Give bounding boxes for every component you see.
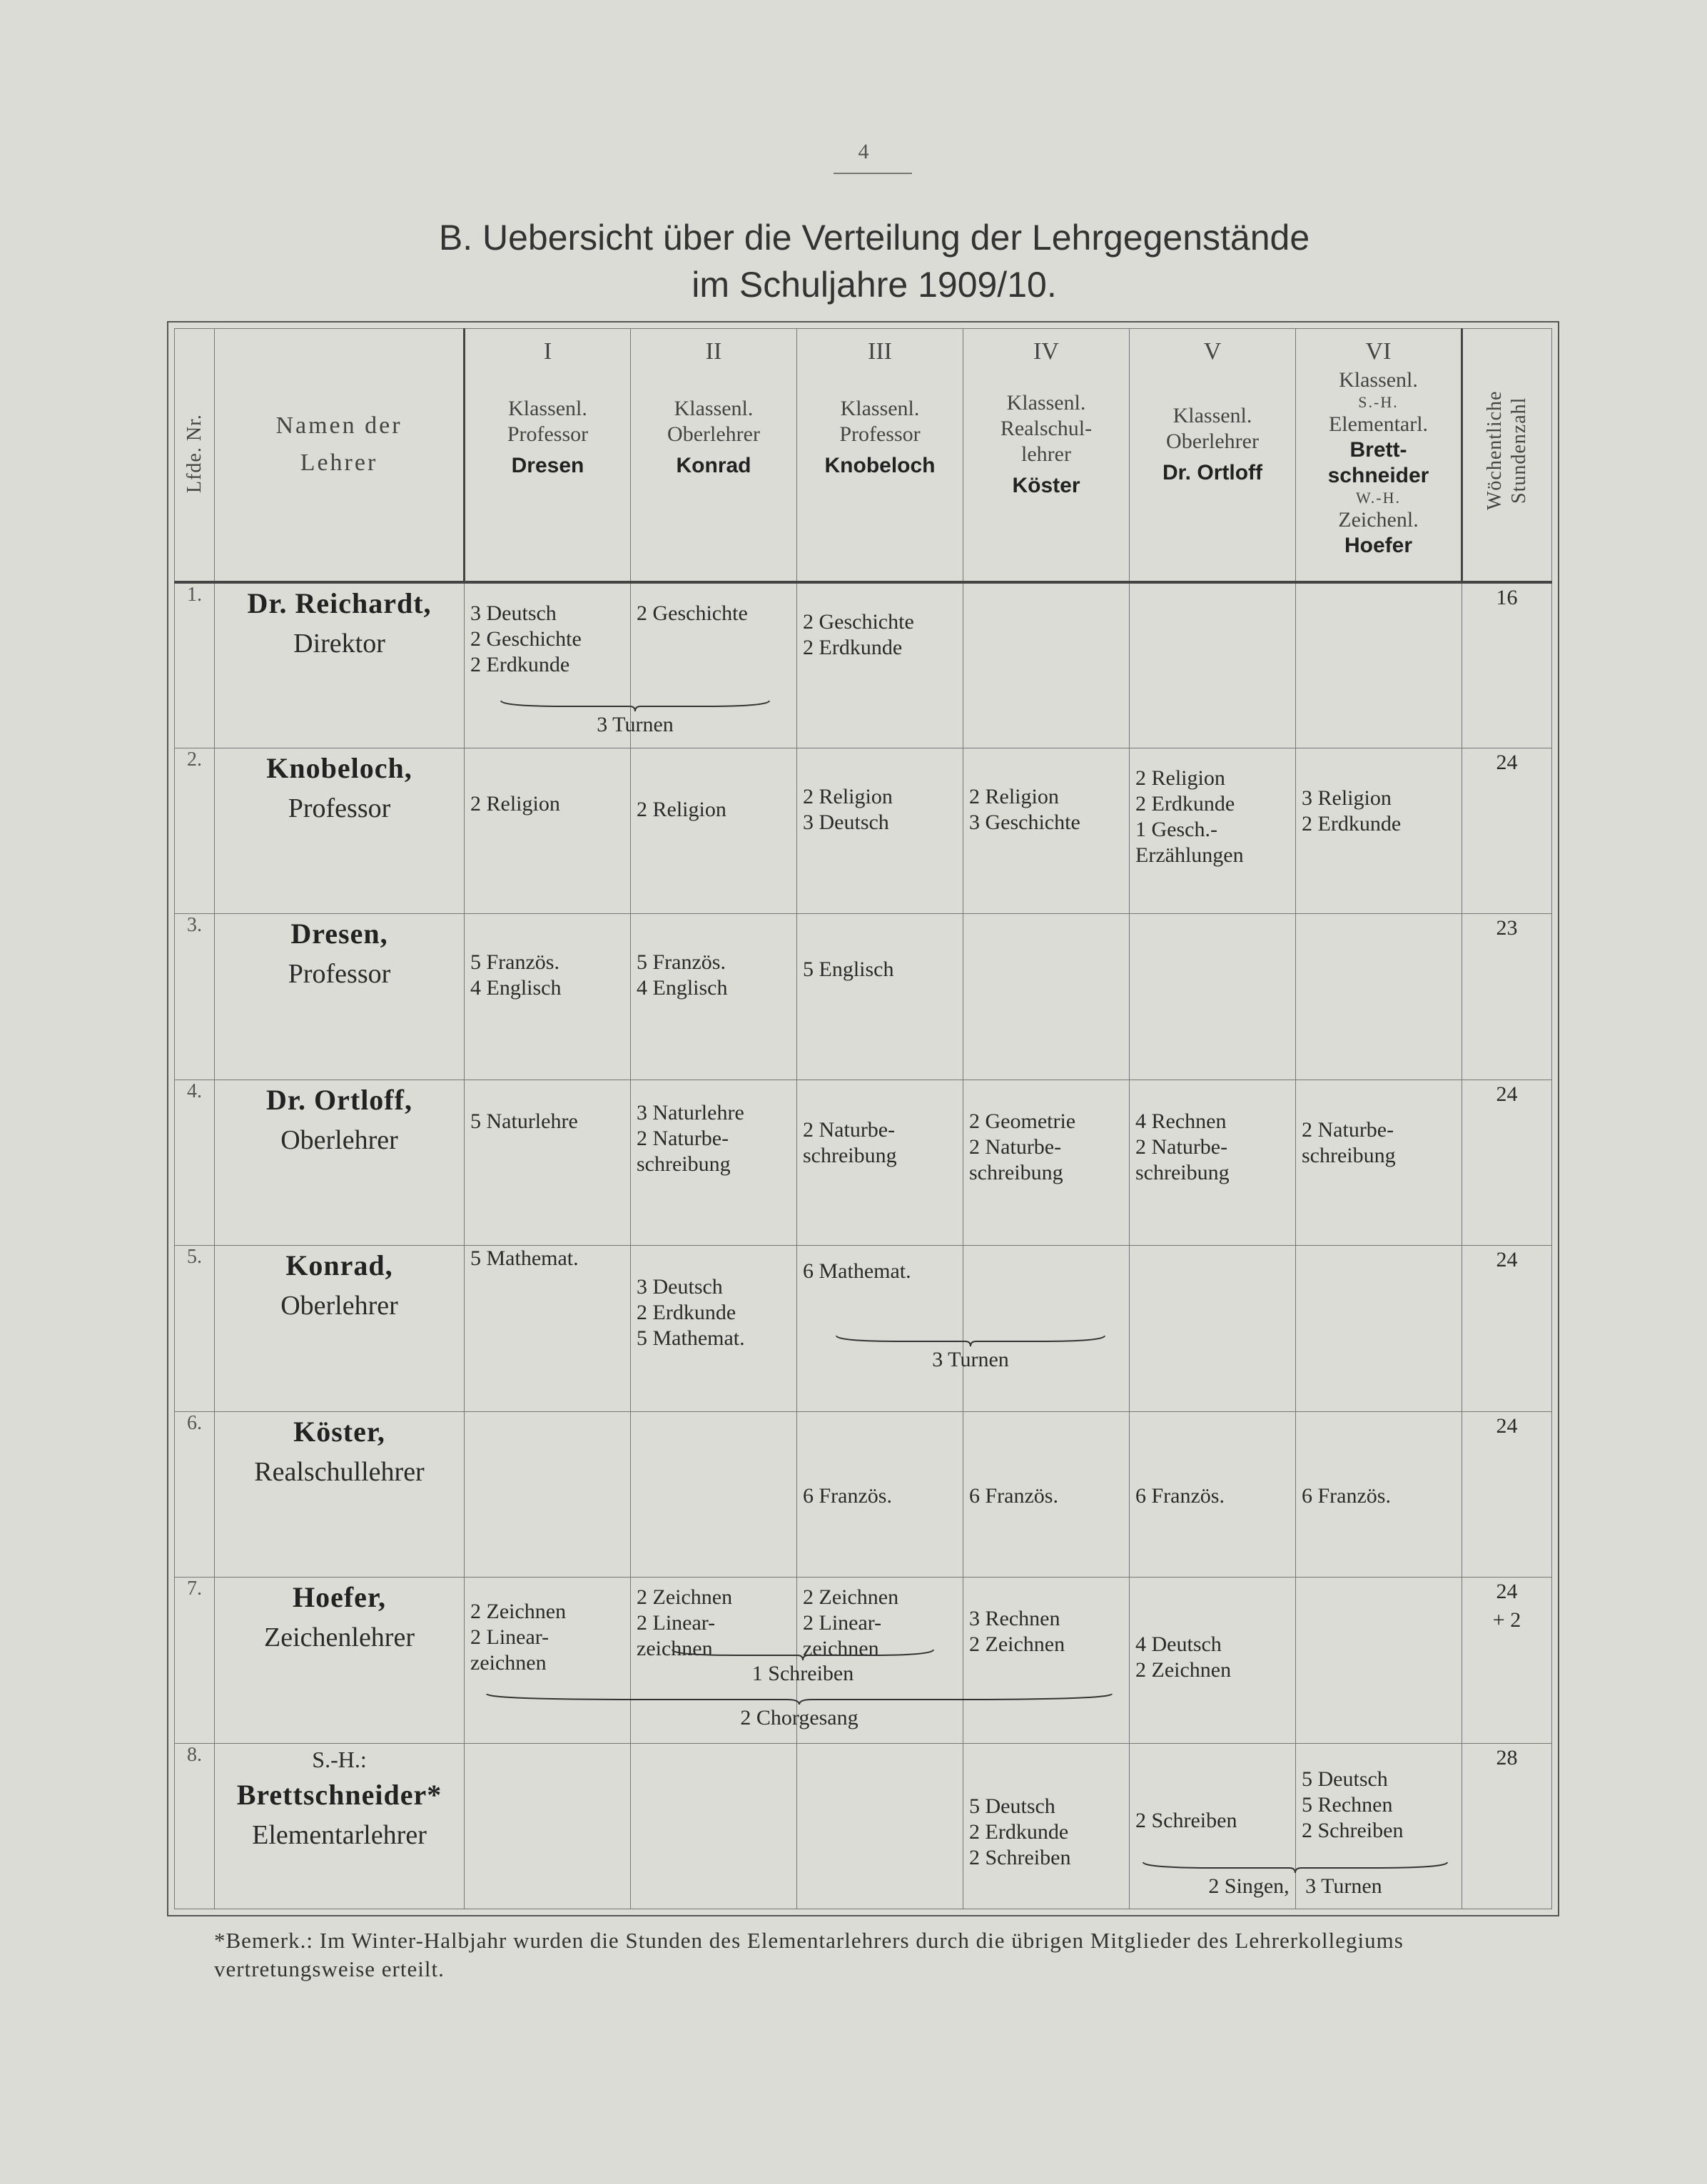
subject-line: 2 Naturbe- xyxy=(1135,1134,1228,1159)
teacher-name: Köster, xyxy=(293,1415,385,1448)
header-class-iii xyxy=(797,329,963,582)
row-number-text: 3. xyxy=(187,914,202,936)
subject-line: 6 Französ. xyxy=(803,1483,892,1508)
teacher-name: Knobeloch, xyxy=(266,751,412,784)
subject-line: 6 Französ. xyxy=(1302,1483,1391,1508)
teacher-name: Hoefer, xyxy=(292,1581,387,1613)
row-number-text: 6. xyxy=(187,1411,202,1434)
subject-line: 5 Deutsch xyxy=(1302,1767,1388,1791)
subject-line: 2 Zeichnen xyxy=(1135,1658,1232,1682)
teacher-cell xyxy=(215,914,465,1080)
subject-cell xyxy=(963,1411,1130,1578)
subject-line: 2 Schreiben xyxy=(1302,1818,1404,1842)
subject-line: 4 Englisch xyxy=(470,976,562,1000)
subject-line: 2 Religion xyxy=(969,784,1059,808)
teacher-cell xyxy=(215,1578,465,1744)
subject-line: 2 Schreiben xyxy=(1135,1808,1237,1832)
table-row xyxy=(175,748,1552,914)
teacher-name: Dr. Reichardt, xyxy=(247,586,432,619)
subject-cell xyxy=(1130,748,1296,914)
subject-line: 2 Erdkunde xyxy=(803,635,903,659)
subject-cell xyxy=(963,1080,1130,1246)
subject-line: 2 Religion xyxy=(637,797,726,821)
teacher-role: Elementarlehrer xyxy=(252,1819,427,1850)
row-number xyxy=(175,914,215,1080)
hours-value: 24 xyxy=(1496,1248,1518,1271)
class-v-line1: Klassenl. xyxy=(1172,404,1252,427)
subject-line: 3 Religion xyxy=(1302,786,1392,810)
teacher-role: Professor xyxy=(288,793,391,823)
teacher-role: Realschullehrer xyxy=(254,1456,425,1487)
subject-cell xyxy=(1130,1080,1296,1246)
hours-value: 24 xyxy=(1496,750,1518,774)
class-iv-line2: Realschul- xyxy=(1000,417,1093,440)
teacher-name: Dr. Ortloff, xyxy=(266,1083,412,1116)
brace-mark xyxy=(485,1692,1113,1705)
row-number xyxy=(175,582,215,748)
subject-cell xyxy=(1130,1411,1296,1578)
class-vi-teacher2: Hoefer xyxy=(1344,534,1413,557)
subject-cell xyxy=(963,914,1130,1080)
row-number-text: 8. xyxy=(187,1743,202,1766)
hours-cell xyxy=(1462,1743,1552,1909)
subject-line: zeichnen xyxy=(470,1651,547,1675)
subject-cell xyxy=(465,748,631,914)
subject-line: 3 Deutsch xyxy=(470,601,557,625)
class-vi-roman: VI xyxy=(1365,338,1392,365)
table-row xyxy=(175,1080,1552,1246)
subject-line: 5 Rechnen xyxy=(1302,1792,1393,1817)
brace-mark xyxy=(835,1334,1106,1347)
span-singen-turnen-row8 xyxy=(1142,1861,1449,1899)
teacher-role: Direktor xyxy=(293,628,385,659)
subject-line: schreibung xyxy=(1302,1143,1396,1167)
class-ii-teacher: Konrad xyxy=(676,454,751,477)
hours-value: 28 xyxy=(1496,1745,1518,1769)
class-iv-roman: IV xyxy=(1033,338,1059,365)
subject-line: 2 Zeichnen xyxy=(637,1585,733,1609)
class-ii-line2: Oberlehrer xyxy=(667,422,760,446)
hours-value: 24 xyxy=(1496,1082,1518,1106)
brace-mark xyxy=(671,1648,935,1661)
subject-cell xyxy=(1130,582,1296,748)
table-row xyxy=(175,1246,1552,1412)
header-lfde-nr: Lfde. Nr. xyxy=(175,329,215,582)
subject-cell xyxy=(963,1246,1130,1412)
subject-line: 6 Französ. xyxy=(969,1483,1058,1508)
class-i-line2: Professor xyxy=(507,422,589,446)
class-vi-teacher-line1: Brett- xyxy=(1349,438,1407,462)
span-chorgesang-row7 xyxy=(485,1692,1113,1731)
row-number-text: 1. xyxy=(187,583,202,606)
subject-line: 2 Naturbe- xyxy=(1302,1117,1394,1142)
row-number-text: 7. xyxy=(187,1578,202,1600)
hours-value: 24 xyxy=(1496,1580,1518,1603)
subject-cell xyxy=(631,748,797,914)
hours-value: 24 xyxy=(1496,1413,1518,1438)
teacher-cell xyxy=(215,1080,465,1246)
subject-cell xyxy=(963,748,1130,914)
subject-line: 3 Deutsch xyxy=(637,1275,723,1299)
subject-cell xyxy=(1296,582,1462,748)
subject-cell xyxy=(465,1080,631,1246)
subject-line: 5 Mathemat. xyxy=(637,1326,745,1350)
span-label: 2 Singen, 3 Turnen xyxy=(1208,1874,1382,1898)
subject-line: 6 Mathemat. xyxy=(803,1259,911,1283)
class-iii-roman: III xyxy=(868,338,892,365)
row-number-text: 5. xyxy=(187,1246,202,1268)
subject-cell xyxy=(1296,1080,1462,1246)
subject-line: 2 Religion xyxy=(803,784,893,808)
teacher-cell xyxy=(215,748,465,914)
subject-line: Erzählungen xyxy=(1135,843,1244,867)
teacher-role: Zeichenlehrer xyxy=(264,1622,415,1652)
subject-cell xyxy=(465,1246,631,1412)
subject-line: 2 Linear- xyxy=(803,1611,882,1635)
subject-line: 4 Deutsch xyxy=(1135,1632,1222,1656)
teacher-role: Oberlehrer xyxy=(280,1124,398,1155)
subject-line: 5 Französ. xyxy=(637,950,726,974)
subject-line: 2 Religion xyxy=(1135,766,1225,790)
subject-cell xyxy=(1296,1246,1462,1412)
title-line-1: B. Uebersicht über die Verteilung der Lehrgegenstände xyxy=(438,218,1310,258)
class-iv-line3: lehrer xyxy=(1021,442,1071,466)
subject-line: 4 Englisch xyxy=(637,976,728,1000)
subject-line: 5 Naturlehre xyxy=(470,1109,578,1133)
table-row xyxy=(175,1411,1552,1578)
teacher-cell xyxy=(215,1246,465,1412)
hours-cell xyxy=(1462,1080,1552,1246)
class-vi-line1: Klassenl. xyxy=(1339,368,1418,392)
subject-cell xyxy=(631,1080,797,1246)
subject-line: 2 Zeichnen xyxy=(470,1600,567,1623)
subject-line: 2 Erdkunde xyxy=(637,1301,736,1324)
class-vi-extra2: Zeichenl. xyxy=(1338,508,1419,532)
hours-cell xyxy=(1462,914,1552,1080)
subject-cell xyxy=(1296,748,1462,914)
table-row xyxy=(175,582,1552,748)
subject-line: zeichnen xyxy=(803,1637,879,1660)
hours-value: 16 xyxy=(1496,585,1518,609)
subject-cell xyxy=(465,1411,631,1578)
subject-cell xyxy=(963,582,1130,748)
subject-line: 2 Religion xyxy=(470,791,560,816)
header-class-vi xyxy=(1296,329,1462,582)
class-ii-line1: Klassenl. xyxy=(674,397,754,420)
subject-cell xyxy=(1130,1246,1296,1412)
subject-line: 2 Naturbe- xyxy=(637,1126,729,1150)
subject-line: 2 Erdkunde xyxy=(470,652,570,676)
page-number-rule xyxy=(834,173,912,174)
subject-cell xyxy=(1130,1578,1296,1744)
subject-line: 3 Deutsch xyxy=(803,810,889,834)
hours-cell xyxy=(1462,1411,1552,1578)
subject-line: 2 Erdkunde xyxy=(969,1819,1069,1844)
subject-line: 2 Zeichnen xyxy=(969,1632,1065,1656)
subject-line: 2 Geschichte xyxy=(470,626,582,651)
subject-line: 5 Deutsch xyxy=(969,1794,1055,1818)
subject-cell xyxy=(631,914,797,1080)
row-number-text: 2. xyxy=(187,748,202,771)
subject-line: zeichnen xyxy=(637,1637,713,1660)
subject-cell xyxy=(797,1080,963,1246)
teacher-name: Brettschneider* xyxy=(236,1778,442,1811)
subject-line: 3 Naturlehre xyxy=(637,1100,744,1124)
brace-mark xyxy=(500,699,771,712)
hours-cell xyxy=(1462,1246,1552,1412)
row-number xyxy=(175,1246,215,1412)
span-label: 2 Chorgesang xyxy=(740,1706,858,1730)
subject-cell xyxy=(631,1411,797,1578)
header-class-i xyxy=(465,329,631,582)
subject-cell xyxy=(465,1743,631,1909)
page-number: 4 xyxy=(858,140,869,163)
subject-line: 3 Rechnen xyxy=(969,1607,1060,1630)
class-iii-line1: Klassenl. xyxy=(840,397,920,420)
hours-extra: + 2 xyxy=(1492,1608,1521,1632)
class-i-roman: I xyxy=(543,338,552,365)
teacher-role: Oberlehrer xyxy=(280,1291,398,1321)
span-label: 3 Turnen xyxy=(597,713,674,736)
subject-cell xyxy=(797,1743,963,1909)
teacher-cell xyxy=(215,1411,465,1578)
span-label: 3 Turnen xyxy=(932,1348,1009,1371)
title-line-2: im Schuljahre 1909/10. xyxy=(692,265,1057,305)
class-iii-teacher: Knobeloch xyxy=(824,454,936,477)
subject-cell xyxy=(1296,1578,1462,1744)
row-number-text: 4. xyxy=(187,1080,202,1102)
table-row xyxy=(175,914,1552,1080)
teacher-name: Dresen, xyxy=(290,918,388,950)
subject-line: schreibung xyxy=(1135,1160,1230,1184)
subject-cell xyxy=(631,1246,797,1412)
subject-line: 3 Geschichte xyxy=(969,810,1080,834)
subject-line: 2 Zeichnen xyxy=(803,1585,899,1609)
class-vi-line3: Elementarl. xyxy=(1328,412,1429,436)
subject-cell xyxy=(465,914,631,1080)
row-number xyxy=(175,1411,215,1578)
class-v-line2: Oberlehrer xyxy=(1166,430,1259,453)
class-vi-teacher-line2: schneider xyxy=(1327,464,1429,487)
subject-line: 5 Englisch xyxy=(803,958,894,981)
subject-cell xyxy=(797,914,963,1080)
span-turnen-row1 xyxy=(500,699,771,738)
subject-cell xyxy=(963,1743,1130,1909)
teacher-cell xyxy=(215,582,465,748)
class-i-line1: Klassenl. xyxy=(508,397,587,420)
subject-line: 2 Erdkunde xyxy=(1135,791,1235,816)
class-iv-teacher: Köster xyxy=(1012,474,1080,497)
header-hours-line1: Wöchentliche xyxy=(1484,390,1506,510)
class-i-teacher: Dresen xyxy=(511,454,584,477)
row-number xyxy=(175,1578,215,1744)
class-vi-line2: S.-H. xyxy=(1358,393,1399,411)
brace-mark xyxy=(1142,1861,1449,1874)
subject-line: 5 Mathemat. xyxy=(470,1246,579,1270)
subject-line: 2 Geschichte xyxy=(637,601,748,625)
span-schreiben-row7 xyxy=(671,1648,935,1687)
subject-cell xyxy=(1296,1411,1462,1578)
subject-line: 2 Naturbe- xyxy=(969,1134,1062,1159)
class-v-roman: V xyxy=(1203,338,1222,365)
subject-line: 5 Französ. xyxy=(470,950,559,974)
hours-value: 23 xyxy=(1496,916,1518,940)
subject-line: 2 Erdkunde xyxy=(1302,811,1402,835)
row-number xyxy=(175,748,215,914)
subject-cell xyxy=(797,582,963,748)
subject-line: 4 Rechnen xyxy=(1135,1109,1227,1133)
teacher-name: Konrad, xyxy=(285,1249,393,1281)
subject-line: 2 Linear- xyxy=(637,1611,716,1635)
row-number xyxy=(175,1080,215,1246)
subject-cell xyxy=(631,1743,797,1909)
page-title xyxy=(214,214,1534,308)
header-teachers-line2: Lehrer xyxy=(300,450,378,476)
subject-line: schreibung xyxy=(969,1160,1063,1184)
subject-cell xyxy=(797,1246,963,1412)
hours-cell xyxy=(1462,1578,1552,1744)
subject-line: 6 Französ. xyxy=(1135,1483,1225,1508)
footnote: *Bemerk.: Im Winter-Halbjahr wurden die Stunden des Elementarlehrers durch die übrigen Mitglieder des Lehrerkollegiums vertretungsweise erteilt. xyxy=(214,1928,1404,1981)
teacher-role: Professor xyxy=(288,959,391,989)
subject-cell xyxy=(797,748,963,914)
subject-cell xyxy=(1130,914,1296,1080)
header-hours-line2: Stundenzahl xyxy=(1508,397,1530,504)
class-iii-line2: Professor xyxy=(839,422,921,446)
class-ii-roman: II xyxy=(705,338,722,365)
subject-line: 2 Geometrie xyxy=(969,1109,1076,1133)
subject-cell xyxy=(1296,914,1462,1080)
subject-line: 2 Naturbe- xyxy=(803,1117,896,1142)
teacher-cell xyxy=(215,1743,465,1909)
hours-cell xyxy=(1462,748,1552,914)
header-class-iv xyxy=(963,329,1130,582)
subject-line: 1 Gesch.- xyxy=(1135,817,1217,841)
header-class-v xyxy=(1130,329,1296,582)
hours-cell xyxy=(1462,582,1552,748)
span-label: 1 Schreiben xyxy=(751,1662,854,1685)
subject-line: schreibung xyxy=(803,1143,897,1167)
subject-line: schreibung xyxy=(637,1152,731,1176)
class-v-teacher: Dr. Ortloff xyxy=(1163,461,1262,484)
class-vi-extra1: W.-H. xyxy=(1356,489,1401,507)
row-number xyxy=(175,1743,215,1909)
subject-line: 2 Geschichte xyxy=(803,609,914,634)
subject-cell xyxy=(797,1411,963,1578)
subject-line: 2 Schreiben xyxy=(969,1845,1071,1869)
header-teachers-line1: Namen der xyxy=(275,412,402,439)
subject-line: 2 Linear- xyxy=(470,1625,549,1649)
class-iv-line1: Klassenl. xyxy=(1006,391,1086,415)
header-class-ii xyxy=(631,329,797,582)
span-turnen-row5 xyxy=(835,1334,1106,1373)
header-hours xyxy=(1462,329,1552,582)
header-teachers xyxy=(215,329,465,582)
teacher-prefix: S.-H.: xyxy=(312,1746,367,1772)
